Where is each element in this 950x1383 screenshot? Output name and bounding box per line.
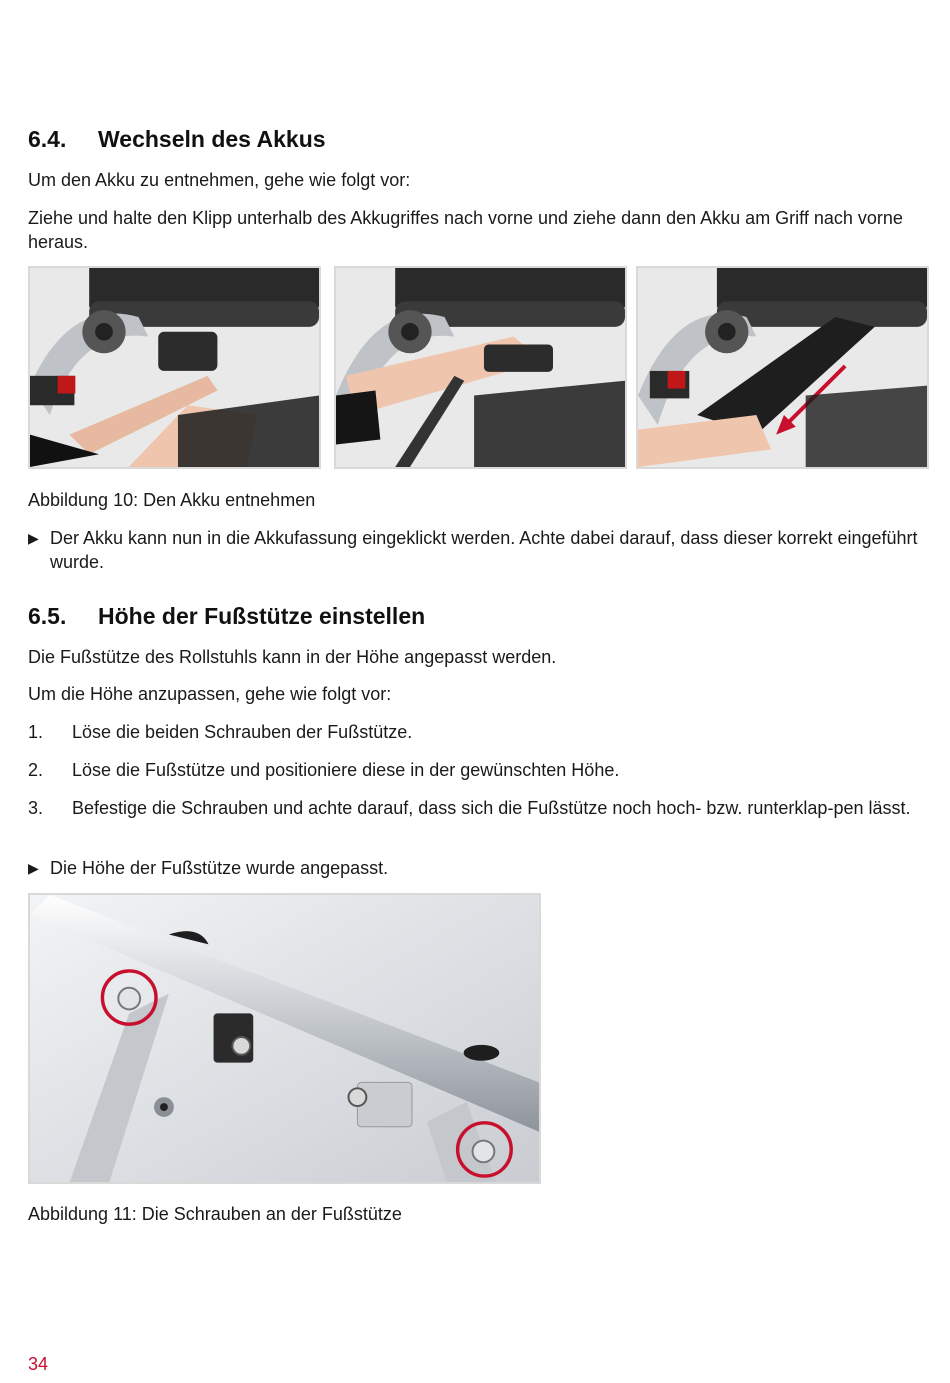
step-text: Befestige die Schrauben und achte darauf, dass sich die Fußstütze noch hoch- bzw. runterklap-pen lässt. <box>72 798 911 818</box>
list-item <box>28 796 923 820</box>
paragraph-intro-2: Um die Höhe anzupassen, gehe wie folgt vor: <box>28 684 392 704</box>
result-text: Die Höhe der Fußstütze wurde angepasst. <box>50 858 389 878</box>
list-item <box>28 720 923 744</box>
photo-battery-step-2 <box>334 266 627 469</box>
section-title: Höhe der Fußstütze einstellen <box>98 603 426 629</box>
paragraph-instruction: Ziehe und halte den Klipp unterhalb des Akkugriffes nach vorne und ziehe dann den Akku am Griff nach vorne heraus. <box>28 208 903 252</box>
section-number: 6.5. <box>28 603 67 629</box>
result-footrest <box>28 856 923 880</box>
paragraph-intro: Um den Akku zu entnehmen, gehe wie folgt vor: <box>28 170 411 190</box>
section-heading-6-5 <box>28 603 425 630</box>
step-number: 2. <box>28 760 44 780</box>
section-heading-6-4 <box>28 126 326 153</box>
result-battery <box>28 526 923 574</box>
figure-caption-10: Abbildung 10: Den Akku entnehmen <box>28 490 316 510</box>
step-text: Löse die Fußstütze und positioniere diese in der gewünschten Höhe. <box>72 760 620 780</box>
section-title: Wechseln des Akkus <box>98 126 326 152</box>
list-item <box>28 758 923 782</box>
photo-battery-step-3 <box>636 266 929 469</box>
step-number: 3. <box>28 798 44 818</box>
page-number: 34 <box>28 1354 49 1374</box>
result-arrow-icon: ▶ <box>28 860 39 876</box>
section-number: 6.4. <box>28 126 67 152</box>
step-number: 1. <box>28 722 44 742</box>
result-text: Der Akku kann nun in die Akkufassung eingeklickt werden. Achte dabei darauf, dass dieser korrekt eingeführt wurde. <box>50 528 918 572</box>
result-arrow-icon: ▶ <box>28 530 39 546</box>
step-text: Löse die beiden Schrauben der Fußstütze. <box>72 722 413 742</box>
figure-caption-11: Abbildung 11: Die Schrauben an der Fußstütze <box>28 1204 402 1224</box>
photo-footrest-screws <box>28 893 541 1184</box>
paragraph-intro: Die Fußstütze des Rollstuhls kann in der Höhe angepasst werden. <box>28 647 557 667</box>
photo-battery-step-1 <box>28 266 321 469</box>
